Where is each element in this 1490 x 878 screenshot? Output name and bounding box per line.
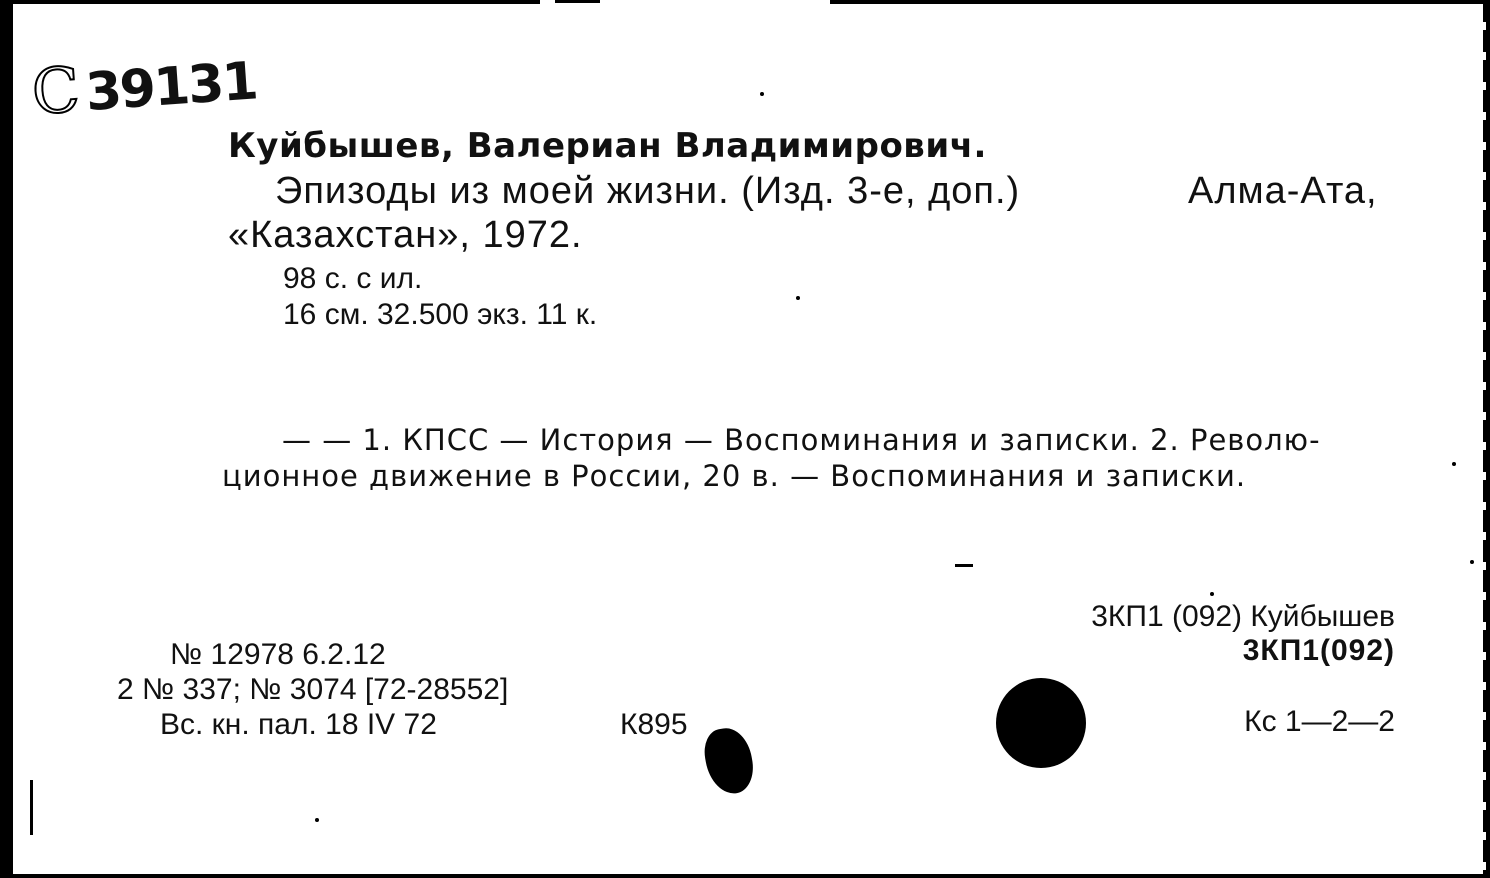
publisher-year: «Казахстан», 1972.	[228, 214, 583, 256]
shelf-mark-number: 39131	[83, 51, 259, 124]
classification-code: 3КП1(092)	[1242, 634, 1395, 667]
pagination: 98 с. с ил.	[283, 262, 423, 295]
author-heading: Куйбышев, Валериан Владимирович.	[228, 126, 987, 166]
speck	[760, 92, 764, 96]
margin-mark	[30, 780, 33, 835]
punch-hole	[996, 678, 1086, 768]
registration-line-1: № 12978 6.2.12	[170, 638, 386, 671]
shelf-mark	[29, 46, 259, 129]
speck	[315, 818, 319, 822]
dash-mark	[955, 564, 973, 567]
publication-place: Алма-Ата,	[1188, 170, 1378, 212]
speck	[1452, 462, 1456, 466]
size-print-run-price: 16 см. 32.500 экз. 11 к.	[283, 298, 598, 331]
subject-headings-line-2: ционное движение в России, 20 в. — Воспоминания и записки.	[222, 459, 1247, 493]
speck	[1470, 560, 1474, 564]
shelf-mark-letter: С	[29, 52, 81, 129]
card-top-edge-fragment	[555, 0, 600, 3]
book-title: Эпизоды из моей жизни. (Изд. 3-е, доп.)	[275, 170, 1021, 212]
registration-line-3: Вс. кн. пал. 18 IV 72	[160, 708, 437, 741]
classification-author: 3КП1 (092) Куйбышев	[1091, 600, 1395, 633]
cutter-number: К895	[620, 708, 688, 741]
card-left-edge	[0, 0, 13, 878]
speck	[1210, 592, 1214, 596]
classification-kc: Кс 1—2—2	[1244, 705, 1395, 738]
registration-line-2: 2 № 337; № 3074 [72-28552]	[117, 673, 509, 706]
ink-blot	[701, 725, 758, 798]
subject-headings-line-1: — — 1. КПСС — История — Воспоминания и записки. 2. Револю-	[282, 423, 1321, 457]
speck	[796, 296, 800, 300]
card-bottom-edge	[0, 874, 1490, 878]
subject-headings	[222, 422, 1412, 494]
card-right-edge-dashes	[1483, 0, 1486, 878]
